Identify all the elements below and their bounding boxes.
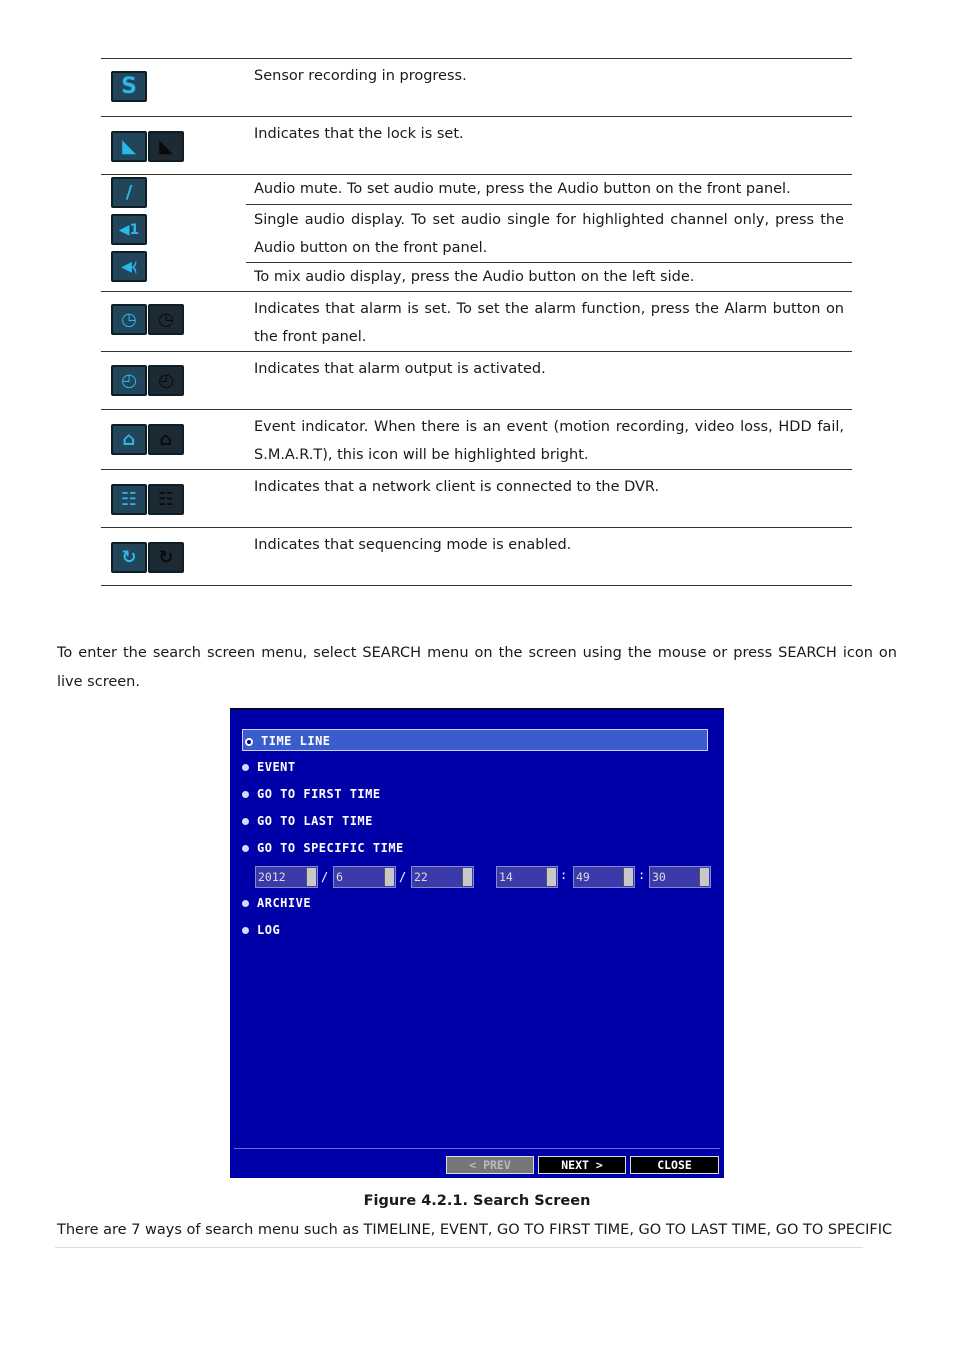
alarm-output-on-icon: ◴ — [111, 365, 147, 396]
legend-row-network — [101, 470, 852, 528]
divider — [234, 1148, 720, 1149]
spin-button[interactable] — [384, 868, 394, 886]
network-on-icon: ☷ — [111, 484, 147, 515]
legend-row-alarm-output — [101, 352, 852, 410]
menu-item-log[interactable]: LOG — [242, 919, 280, 941]
legend-text: Event indicator. When there is an event (motion recording, video loss, HDD fail, S.M.A.R.T), this icon will be highlighted bright. — [246, 410, 852, 470]
legend-row-audio — [101, 175, 852, 292]
time-separator: : — [560, 868, 568, 882]
audio-single-icon: ◀1 — [111, 214, 147, 245]
radio-icon — [242, 791, 249, 798]
legend-row-sequence — [101, 528, 852, 586]
audio-mute-icon: ∕ — [111, 177, 147, 208]
menu-item-go-to-specific-time[interactable]: GO TO SPECIFIC TIME — [242, 837, 404, 859]
menu-item-go-to-last-time[interactable]: GO TO LAST TIME — [242, 810, 373, 832]
legend-text: Indicates that the lock is set. — [246, 117, 852, 175]
legend-text: Indicates that a network client is connected to the DVR. — [246, 470, 852, 528]
date-separator: / — [321, 870, 329, 884]
radio-icon — [242, 845, 249, 852]
time-separator: : — [638, 868, 646, 882]
prev-button[interactable]: < PREV — [446, 1156, 534, 1174]
icon-legend-table — [101, 58, 852, 586]
day-field[interactable]: 22 — [411, 866, 474, 888]
menu-item-archive[interactable]: ARCHIVE — [242, 892, 311, 914]
lock-on-icon: ◣ — [111, 131, 147, 162]
second-field[interactable]: 30 — [649, 866, 711, 888]
footer-divider — [55, 1247, 863, 1248]
intro-paragraph: To enter the search screen menu, select SEARCH menu on the screen using the mouse or press SEARCH icon on live screen. — [57, 645, 897, 690]
radio-icon — [242, 764, 249, 771]
legend-text: Indicates that alarm output is activated. — [246, 352, 852, 410]
menu-item-event[interactable]: EVENT — [242, 756, 296, 778]
sequence-on-icon: ↻ — [111, 542, 147, 573]
event-off-icon: ⌂ — [148, 424, 184, 455]
date-separator: / — [399, 870, 407, 884]
legend-row-lock — [101, 117, 852, 175]
legend-text: Sensor recording in progress. — [246, 59, 852, 117]
month-field[interactable]: 6 — [333, 866, 396, 888]
next-button[interactable]: NEXT > — [538, 1156, 626, 1174]
radio-icon — [242, 900, 249, 907]
sequence-off-icon: ↻ — [148, 542, 184, 573]
event-on-icon: ⌂ — [111, 424, 147, 455]
audio-mix-icon: ◀⧼ — [111, 251, 147, 282]
minute-field[interactable]: 49 — [573, 866, 635, 888]
closing-paragraph: There are 7 ways of search menu such as TIMELINE, EVENT, GO TO FIRST TIME, GO TO LAST TIME, GO TO SPECIFIC — [57, 1222, 893, 1238]
legend-row-event — [101, 410, 852, 470]
year-field[interactable]: 2012 — [255, 866, 318, 888]
alarm-output-off-icon: ◴ — [148, 365, 184, 396]
network-off-icon: ☷ — [148, 484, 184, 515]
hour-field[interactable]: 14 — [496, 866, 558, 888]
spin-button[interactable] — [306, 868, 316, 886]
legend-text: Indicates that alarm is set. To set the alarm function, press the Alarm button on the front panel. — [246, 292, 852, 352]
alarm-set-off-icon: ◷ — [148, 304, 184, 335]
legend-subtext: To mix audio display, press the Audio button on the left side. — [254, 269, 695, 285]
spin-button[interactable] — [462, 868, 472, 886]
radio-selected-icon — [245, 738, 253, 746]
close-button[interactable]: CLOSE — [630, 1156, 719, 1174]
figure-caption: Figure 4.2.1. Search Screen — [363, 1193, 591, 1209]
search-screen-figure — [230, 708, 724, 1178]
spin-button[interactable] — [623, 868, 633, 886]
menu-item-time-line[interactable]: TIME LINE — [242, 729, 708, 751]
legend-row-sensor — [101, 59, 852, 117]
legend-subtext: Audio mute. To set audio mute, press the Audio button on the front panel. — [246, 175, 852, 205]
radio-icon — [242, 818, 249, 825]
menu-item-go-to-first-time[interactable]: GO TO FIRST TIME — [242, 783, 381, 805]
legend-subtext: Single audio display. To set audio single for highlighted channel only, press the Audio button on the front panel. — [246, 205, 852, 263]
lock-off-icon: ◣ — [148, 131, 184, 162]
legend-text: Indicates that sequencing mode is enabled. — [246, 528, 852, 586]
radio-icon — [242, 927, 249, 934]
spin-button[interactable] — [699, 868, 709, 886]
alarm-set-on-icon: ◷ — [111, 304, 147, 335]
legend-row-alarm-set — [101, 292, 852, 352]
sensor-s-icon: S — [111, 71, 147, 102]
spin-button[interactable] — [546, 868, 556, 886]
